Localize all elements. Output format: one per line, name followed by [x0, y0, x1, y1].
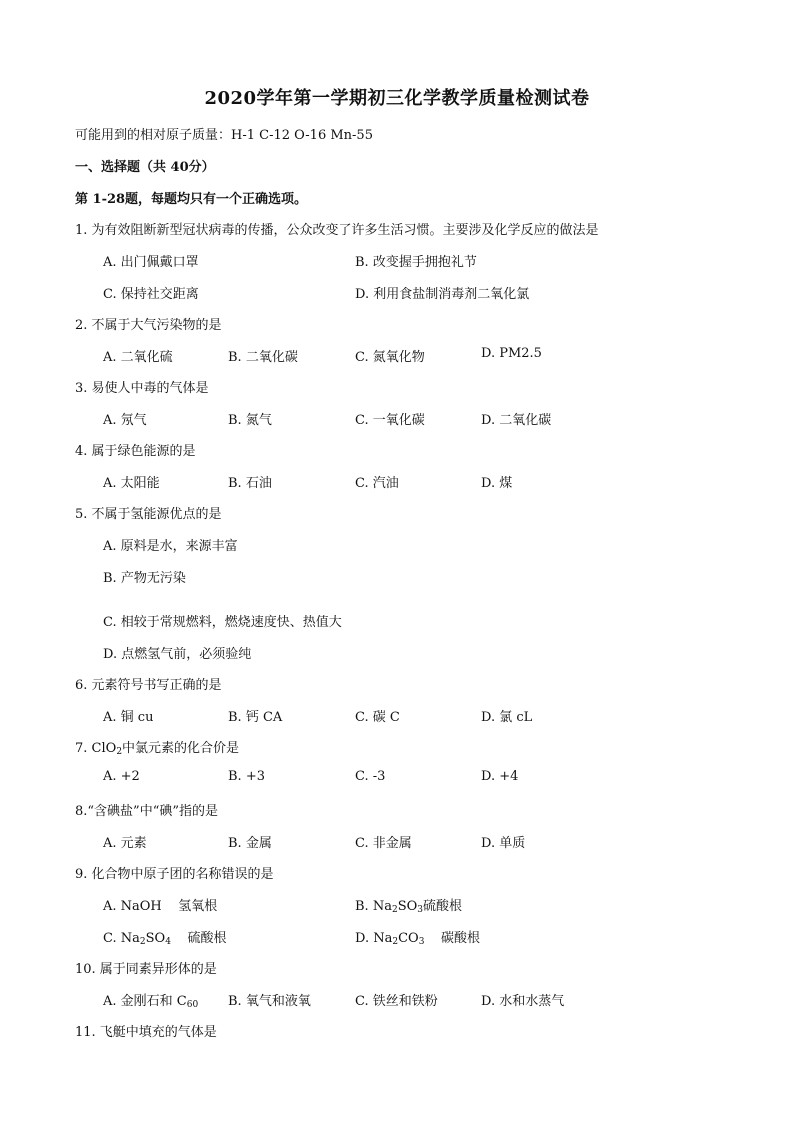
q3-option-b: B. 氮气 — [228, 413, 272, 428]
q9-option-b: B. $Na_2SO_3$硫酸根 — [355, 899, 463, 915]
q3-option-a: A. 氖气 — [103, 413, 147, 428]
q4-option-c: C. 汽油 — [355, 476, 399, 491]
question-1-stem: 1. 为有效阻断新型冠状病毒的传播，公众改变了许多生活习惯。主要涉及化学反应的做法是 — [75, 223, 599, 238]
q2-option-a: A. 二氧化硫 — [103, 350, 173, 365]
q9-option-c: C. $Na_2SO_4$ 硫酸根 — [103, 931, 227, 947]
question-9-stem: 9. 化合物中原子团的名称错误的是 — [75, 867, 274, 882]
q4-option-a: A. 太阳能 — [103, 476, 160, 491]
q1-option-d: D. 利用食盐制消毒剂二氧化氯 — [355, 287, 530, 302]
q3-option-c: C. 一氧化碳 — [355, 413, 425, 428]
question-7-stem: 7. ClO$_2$中氯元素的化合价是 — [75, 741, 240, 757]
exam-title: 2020学年第一学期初三化学教学质量检测试卷 — [204, 88, 590, 109]
q9-option-d: D. $Na_2CO_3$ 碳酸根 — [355, 931, 480, 947]
section-instruction: 第 1-28题，每题均只有一个正确选项。 — [75, 192, 308, 207]
q8-option-b: B. 金属 — [228, 836, 272, 851]
q7-option-a: A. +2 — [103, 769, 140, 784]
question-2-stem: 2. 不属于大气污染物的是 — [75, 318, 222, 333]
question-8-stem: 8.“含碘盐”中“碘”指的是 — [75, 804, 218, 819]
q6-option-d: D. 氯 cL — [481, 710, 533, 725]
q7-option-c: C. -3 — [355, 769, 386, 784]
q6-option-b: B. 钙 CA — [228, 710, 283, 725]
q8-option-c: C. 非金属 — [355, 836, 412, 851]
q1-option-c: C. 保持社交距离 — [103, 287, 199, 302]
atomic-mass-line: 可能用到的相对原子质量：H-1 C-12 O-16 Mn-55 — [75, 128, 373, 143]
q10-option-d: D. 水和水蒸气 — [481, 994, 565, 1009]
question-5-stem: 5. 不属于氢能源优点的是 — [75, 507, 222, 522]
q3-option-d: D. 二氧化碳 — [481, 413, 552, 428]
question-10-stem: 10. 属于同素异形体的是 — [75, 962, 217, 977]
q2-option-b: B. 二氧化碳 — [228, 350, 298, 365]
q7-option-d: D. +4 — [481, 769, 519, 784]
q4-option-b: B. 石油 — [228, 476, 272, 491]
q8-option-a: A. 元素 — [103, 836, 147, 851]
q10-option-a: A. 金刚石和 $C_{60}$ — [103, 994, 199, 1010]
q5-option-b: B. 产物无污染 — [103, 571, 186, 586]
question-6-stem: 6. 元素符号书写正确的是 — [75, 678, 222, 693]
question-11-stem: 11. 飞艇中填充的气体是 — [75, 1025, 217, 1040]
q10-option-c: C. 铁丝和铁粉 — [355, 994, 438, 1009]
q1-option-a: A. 出门佩戴口罩 — [103, 255, 199, 270]
q4-option-d: D. 煤 — [481, 476, 513, 491]
question-4-stem: 4. 属于绿色能源的是 — [75, 444, 196, 459]
q5-option-d: D. 点燃氢气前，必须验纯 — [103, 647, 252, 662]
q6-option-c: C. 碳 C — [355, 710, 400, 725]
q7-option-b: B. +3 — [228, 769, 265, 784]
question-3-stem: 3. 易使人中毒的气体是 — [75, 381, 209, 396]
q2-option-c: C. 氮氧化物 — [355, 350, 425, 365]
q9-option-a: A. NaOH 氢氧根 — [103, 899, 218, 914]
q2-option-d: D. PM2.5 — [481, 346, 542, 361]
q1-option-b: B. 改变握手拥抱礼节 — [355, 255, 477, 270]
q5-option-a: A. 原料是水，来源丰富 — [103, 539, 238, 554]
q6-option-a: A. 铜 cu — [103, 710, 154, 725]
section-heading: 一、选择题（共 40分） — [75, 160, 215, 175]
q8-option-d: D. 单质 — [481, 836, 526, 851]
q10-option-b: B. 氧气和液氧 — [228, 994, 311, 1009]
q5-option-c: C. 相较于常规燃料，燃烧速度快、热值大 — [103, 615, 342, 630]
